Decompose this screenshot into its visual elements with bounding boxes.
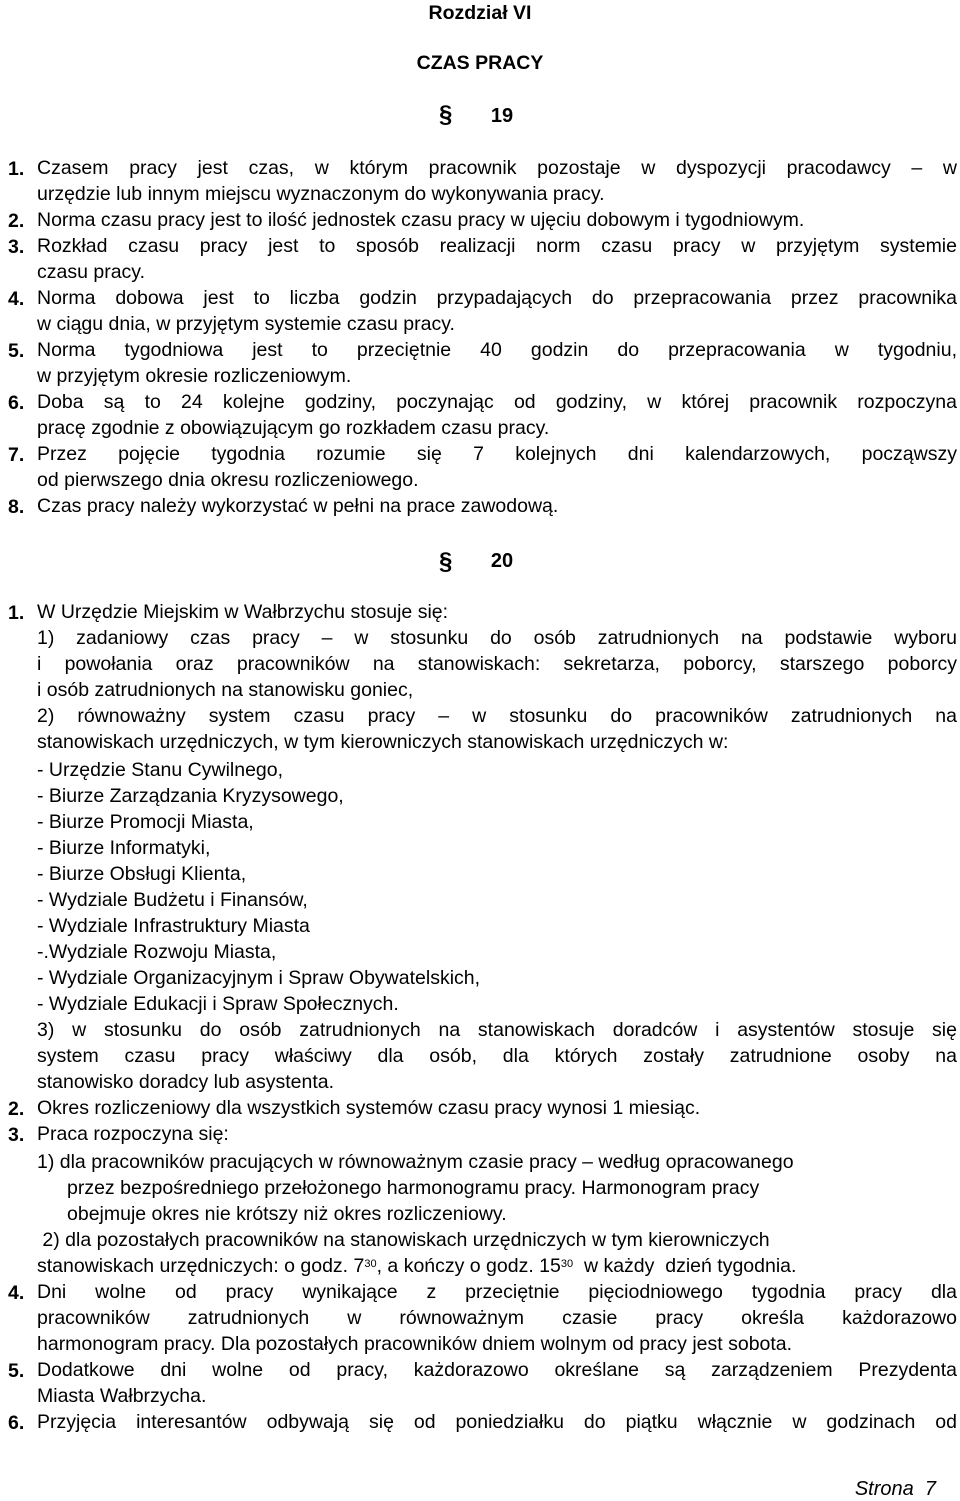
page-number: Strona 7 [854,1478,936,1500]
list-item: - Biurze Obsługi Klienta, [37,863,247,885]
text-line: pracowników zatrudnionych w równoważnym czasie pracy określa każdorazowo [37,1307,957,1329]
text-line: 3) w stosunku do osób zatrudnionych na stanowiskach doradców i asystentów stosuje się [37,1019,957,1041]
item-number: 2. [8,1098,25,1120]
item-number: 6. [8,1412,25,1434]
text-line: Praca rozpoczyna się: [37,1123,229,1145]
list-item: - Biurze Informatyki, [37,837,211,859]
list-item: -.Wydziale Rozwoju Miasta, [37,941,277,963]
item-number: 4. [8,288,25,310]
chapter-heading: Rozdział VI [428,2,532,24]
text-line: pracę zgodnie z obowiązującym go rozkładem czasu pracy. [37,417,550,439]
text-segment: w każdy dzień tygodnia. [573,1255,797,1277]
text-line: harmonogram pracy. Dla pozostałych pracowników dniem wolnym od pracy jest sobota. [37,1333,793,1355]
text-line: Miasta Wałbrzycha. [37,1385,207,1407]
text-line: Norma czasu pracy jest to ilość jednostek czasu pracy w ujęciu dobowym i tygodniowym. [37,209,805,231]
item-number: 2. [8,210,25,232]
list-item: - Urzędzie Stanu Cywilnego, [37,759,284,781]
text-line: 1) zadaniowy czas pracy – w stosunku do osób zatrudnionych na podstawie wyboru [37,627,957,649]
text-line: przez bezpośredniego przełożonego harmonogramu pracy. Harmonogram pracy [67,1177,760,1199]
list-item: - Wydziale Organizacyjnym i Spraw Obywatelskich, [37,967,481,989]
text-line: od pierwszego dnia okresu rozliczeniowego. [37,469,419,491]
text-line-hours [37,1253,957,1279]
item-number: 3. [8,1124,25,1146]
paragraph-symbol-19: § [439,101,453,128]
text-line: Przyjęcia interesantów odbywają się od poniedziałku do piątku włącznie w godzinach od [37,1411,957,1433]
text-line: Przez pojęcie tygodnia rozumie się 7 kolejnych dni kalendarzowych, począwszy [37,443,957,465]
item-number: 5. [8,1360,25,1382]
item-number: 6. [8,392,25,414]
section-number-20: 20 [490,550,514,572]
text-line: czasu pracy. [37,261,146,283]
text-line: 2) dla pozostałych pracowników na stanowiskach urzędniczych w tym kierowniczych [37,1229,770,1251]
item-number: 8. [8,496,25,518]
text-line: urzędzie lub innym miejscu wyznaczonym do wykonywania pracy. [37,183,605,205]
item-number: 7. [8,444,25,466]
text-line: i powołania oraz pracowników na stanowiskach: sekretarza, poborcy, starszego poborcy [37,653,957,675]
section-number-19: 19 [490,105,514,127]
text-line: W Urzędzie Miejskim w Wałbrzychu stosuje się: [37,601,449,623]
list-item: - Wydziale Edukacji i Spraw Społecznych. [37,993,399,1015]
text-line: obejmuje okres nie krótszy niż okres rozliczeniowy. [67,1203,507,1225]
superscript-minutes: 30 [364,1258,377,1270]
paragraph-symbol-20: § [439,548,453,575]
item-number: 1. [8,158,25,180]
list-item: - Wydziale Infrastruktury Miasta [37,915,310,937]
text-line: Norma tygodniowa jest to przeciętnie 40 godzin do przepracowania w tygodniu, [37,339,957,361]
text-line: Doba są to 24 kolejne godziny, poczynając od godziny, w której pracownik rozpoczyna [37,391,957,413]
text-segment: , a kończy o godz. 15 [376,1255,561,1277]
list-item: - Wydziale Budżetu i Finansów, [37,889,308,911]
text-line: w ciągu dnia, w przyjętym systemie czasu pracy. [37,313,455,335]
text-line: Dodatkowe dni wolne od pracy, każdorazowo określane są zarządzeniem Prezydenta [37,1359,957,1381]
chapter-title: CZAS PRACY [416,52,544,74]
item-number: 5. [8,340,25,362]
superscript-minutes: 30 [560,1258,574,1270]
item-number: 3. [8,236,25,258]
text-segment: stanowiskach urzędniczych: o godz. 7 [37,1255,365,1277]
text-line: Rozkład czasu pracy jest to sposób realizacji norm czasu pracy w przyjętym systemie [37,235,957,257]
text-line: 2) równoważny system czasu pracy – w stosunku do pracowników zatrudnionych na [37,705,957,727]
text-line: stanowiskach urzędniczych, w tym kierowniczych stanowiskach urzędniczych w: [37,731,729,753]
text-line: Okres rozliczeniowy dla wszystkich systemów czasu pracy wynosi 1 miesiąc. [37,1097,701,1119]
text-line: i osób zatrudnionych na stanowisku goniec, [37,679,414,701]
text-line: 1) dla pracowników pracujących w równoważnym czasie pracy – według opracowanego [37,1151,794,1173]
text-line: system czasu pracy właściwy dla osób, dla których zostały zatrudnione osoby na [37,1045,957,1067]
text-line: Norma dobowa jest to liczba godzin przypadających do przepracowania przez pracownika [37,287,957,309]
list-item: - Biurze Zarządzania Kryzysowego, [37,785,344,807]
text-line: Dni wolne od pracy wynikające z przeciętnie pięciodniowego tygodnia pracy dla [37,1281,957,1303]
text-line: stanowisko doradcy lub asystenta. [37,1071,334,1093]
item-number: 1. [8,602,25,624]
item-number: 4. [8,1282,25,1304]
list-item: - Biurze Promocji Miasta, [37,811,254,833]
text-line: Czas pracy należy wykorzystać w pełni na prace zawodową. [37,495,559,517]
text-line: Czasem pracy jest czas, w którym pracownik pozostaje w dyspozycji pracodawcy – w [37,157,957,179]
text-line: w przyjętym okresie rozliczeniowym. [37,365,352,387]
